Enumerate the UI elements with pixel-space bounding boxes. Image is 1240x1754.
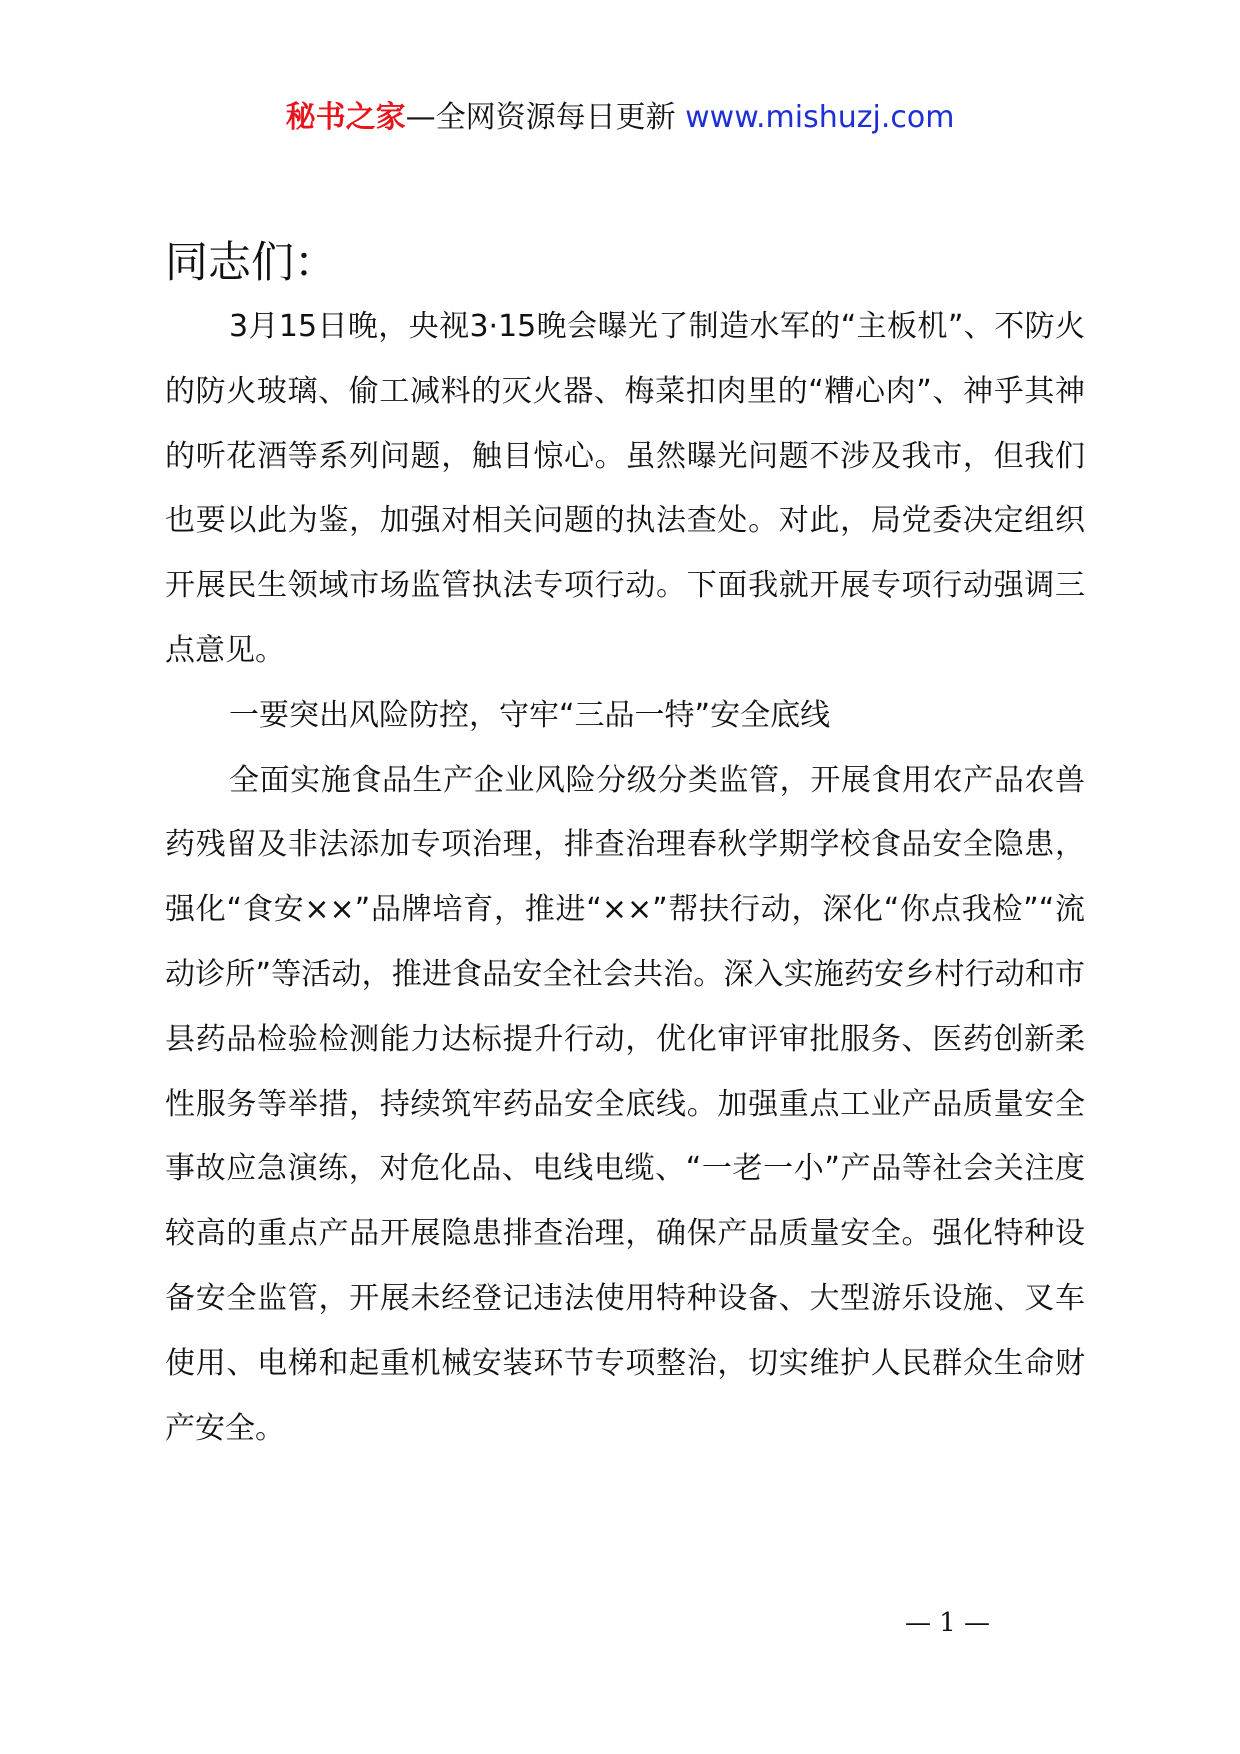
paragraph-intro: 3月15日晚，央视3·15晚会曝光了制造水军的“主板机”、不防火的防火玻璃、偷工减料的灭火器、梅菜扣肉里的“糟心肉”、神乎其神的听花酒等系列问题，触目惊心。虽然曝光问题不涉及我市，但我们也要以此为鉴，加强对相关问题的执法查处。对此，局党委决定组织开展民生领域市场监管执法专项行动。下面我就开展专项行动强调三点意见。 — [165, 309, 1085, 668]
document-body — [165, 233, 1085, 1461]
header-slogan: —全网资源每日更新 — [405, 100, 676, 135]
page-number: — 1 — — [904, 1608, 991, 1638]
header-brand: 秘书之家 — [285, 100, 406, 135]
site-header — [0, 98, 1240, 138]
paragraph-section-1: 全面实施食品生产企业风险分级分类监管，开展食用农产品农兽药残留及非法添加专项治理，排查治理春秋学期学校食品安全隐患，强化“食安××”品牌培育，推进“××”帮扶行动，深化“你点我检”“流动诊所”等活动，推进食品安全社会共治。深入实施药安乡村行动和市县药品检验检测能力达标提升行动，优化审评审批服务、医药创新柔性服务等举措，持续筑牢药品安全底线。加强重点工业产品质量安全事故应急演练，对危化品、电线电缆、“一老一小”产品等社会关注度较高的重点产品开展隐患排查治理，确保产品质量安全。强化特种设备安全监管，开展未经登记违法使用特种设备、大型游乐设施、叉车使用、电梯和起重机械安装环节专项整治，切实维护人民群众生命财产安全。 — [165, 762, 1085, 1446]
header-url-link[interactable]: www.mishuzj.com — [685, 100, 955, 135]
greeting: 同志们： — [165, 238, 337, 288]
section-heading-1: 一要突出风险防控，守牢“三品一特”安全底线 — [229, 697, 831, 733]
